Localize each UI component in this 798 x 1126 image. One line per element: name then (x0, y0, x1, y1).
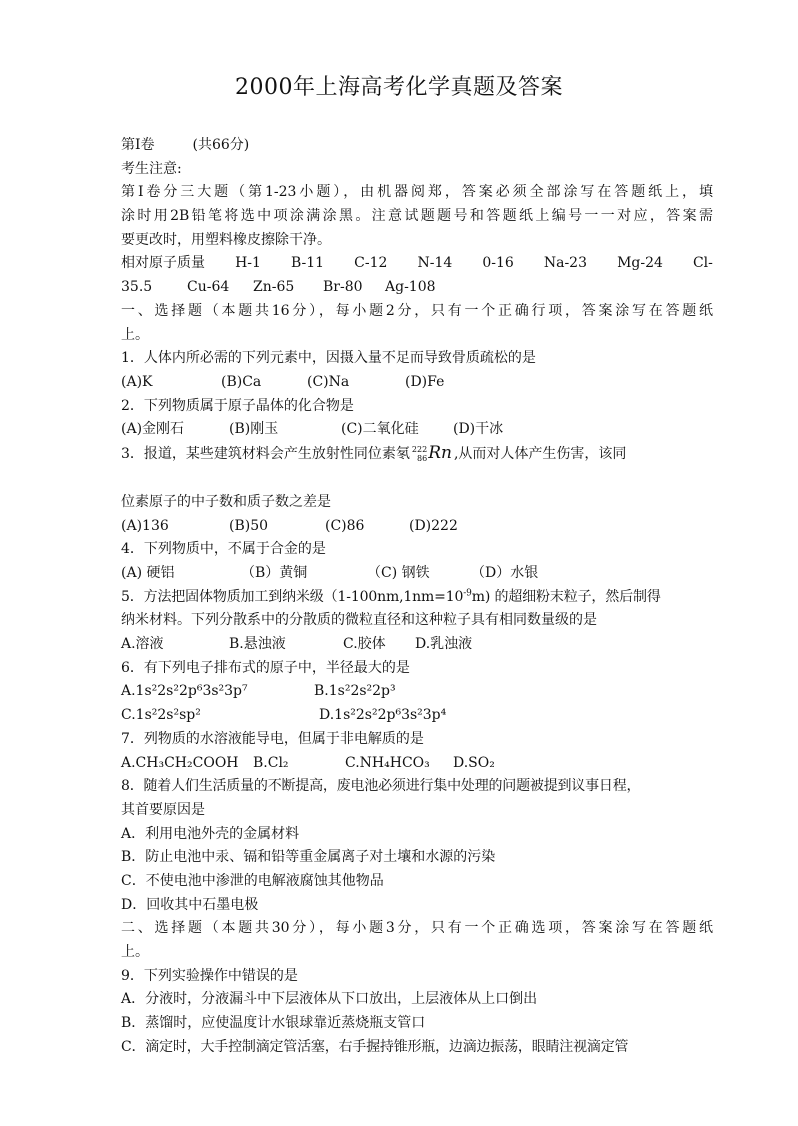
mass-n: N-14 (417, 255, 453, 272)
section-score: (共66分) (192, 137, 250, 153)
q3-stem-part-1: 3．报道，某些建筑材料会产生放射性同位素氡 (121, 445, 410, 462)
q6-option-a: A.1s²2s²2p⁶3s²3p⁷ (121, 683, 248, 700)
question-2-options (121, 418, 713, 442)
q1-option-b: (B)Ca (221, 373, 262, 390)
q1-option-a: (A)K (121, 373, 153, 390)
q1-option-c: (C)Na (307, 373, 350, 390)
q9-option-c: C．滴定时，大手控制滴定管活塞，右手握持锥形瓶，边滴边振荡，眼睛注视滴定管 (121, 1038, 629, 1055)
part-a-intro-line-2: 上。 (121, 326, 149, 343)
q3-option-d: (D)222 (409, 517, 458, 534)
q9-option-b: B．蒸馏时，应使温度计水银球靠近蒸烧瓶支管口 (121, 1015, 426, 1032)
question-8-stem-line-2: 其首要原因是 (121, 801, 205, 818)
mass-br: Br-80 (323, 279, 363, 296)
q6-option-b: B.1s²2s²2p³ (314, 683, 396, 700)
mass-ag: Ag-108 (385, 279, 436, 296)
question-6-stem: 6．有下列电子排布式的原子中，半径最大的是 (121, 659, 410, 676)
q3-option-c: (C)86 (325, 517, 365, 534)
mass-b: B-11 (290, 255, 325, 272)
section-name: 第Ⅰ卷 (121, 137, 155, 153)
radon-nuclide-symbol (412, 442, 452, 466)
question-5-stem-line-2: 纳米材料。下列分散系中的分散质的微粒直径和这种粒子具有相同数量级的是 (121, 612, 597, 629)
question-6-options-row-2 (121, 704, 713, 728)
mass-cl: Cl- (692, 255, 713, 272)
mass-o: 0-16 (482, 255, 514, 272)
part-b-intro-line-2: 上。 (121, 944, 149, 960)
section-header (121, 134, 713, 158)
notice-line-3: 要更改时，用塑料橡皮擦除干净。 (121, 231, 331, 248)
notice-line-2: 涂时用2B铅笔将选中项涂满涂黑。注意试题题号和答题纸上编号一一对应，答案需 (121, 208, 713, 225)
q2-option-a: (A)金刚石 (121, 421, 185, 438)
q8-option-a: A．利用电池外壳的金属材料 (121, 825, 300, 842)
mass-mg: Mg-24 (617, 255, 663, 272)
question-3-stem-line-1 (121, 442, 713, 472)
notice-label: 考生注意: (121, 160, 182, 177)
part-a-intro-line-1: 一、选择题（本题共16分），每小题2分，只有一个正确行项，答案涂写在答题纸 (121, 302, 713, 319)
q4-option-a: (A) 硬铝 (121, 565, 175, 581)
q7-option-d: D.SO₂ (453, 754, 495, 771)
q8-option-c: C．不使电池中渗泄的电解液腐蚀其他物品 (121, 872, 384, 889)
mass-zn: Zn-65 (253, 279, 295, 296)
q4-option-c: （C) 钢铁 (367, 565, 430, 581)
q4-option-b: （B）黄铜 (241, 565, 308, 581)
q5-option-d: D.乳浊液 (415, 636, 473, 653)
q5-exponent: -9 (463, 588, 472, 599)
nuclide-atomic-number: 86 (417, 453, 428, 463)
mass-c: C-12 (354, 255, 388, 272)
q7-option-c: C.NH₄HCO₃ (345, 754, 430, 771)
nuclide-element: Rn (428, 442, 452, 463)
q3-stem-part-2: ,从而对人体产生伤害，该同 (453, 445, 627, 462)
q2-option-b: (B)刚玉 (229, 421, 279, 438)
mass-h: H-1 (235, 255, 261, 272)
q3-option-b: (B)50 (229, 517, 269, 534)
part-b-intro-line-1: 二、选择题（本题共30分），每小题3分，只有一个正确选项，答案涂写在答题纸 (121, 920, 713, 937)
question-4-stem: 4．下列物质中，不属于合金的是 (121, 541, 326, 558)
q5-stem-part-1: 5．方法把固体物质加工到纳米级（1-100nm,1nm=10 (121, 588, 464, 605)
question-8-stem-line-1: 8．随着人们生活质量的不断提高，废电池必须进行集中处理的问题被提到议事日程， (121, 778, 641, 795)
question-1-options (121, 371, 713, 395)
document-body (121, 134, 713, 1059)
question-6-options-row-1 (121, 680, 713, 704)
atomic-masses-line-1 (121, 252, 713, 276)
question-4-options (121, 562, 713, 586)
q2-option-c: (C)二氧化硅 (341, 421, 419, 438)
q2-option-d: (D)干冰 (453, 421, 504, 438)
mass-na: Na-23 (543, 255, 587, 272)
question-3-options (121, 515, 713, 539)
question-2-stem: 2．下列物质属于原子晶体的化合物是 (121, 397, 354, 414)
question-5-options (121, 633, 713, 657)
question-5-stem-line-1 (121, 586, 713, 610)
q6-option-d: D.1s²2s²2p⁶3s²3p⁴ (319, 707, 447, 724)
atomic-masses-label: 相对原子质量 (121, 255, 205, 272)
question-7-stem: 7．列物质的水溶液能导电，但属于非电解质的是 (121, 730, 424, 747)
question-3-stem-line-2: 位素原子的中子数和质子数之差是 (121, 493, 331, 510)
question-1-stem: 1．人体内所必需的下列元素中，因摄入量不足而导致骨质疏松的是 (121, 350, 536, 367)
q8-option-d: D．回收其中石墨电极 (121, 896, 259, 913)
q9-option-a: A．分液时，分液漏斗中下层液体从下口放出，上层液体从上口倒出 (121, 991, 538, 1008)
question-7-options (121, 752, 713, 776)
document-title: 2000年上海高考化学真题及答案 (235, 75, 563, 100)
q7-option-b: B.Cl₂ (253, 754, 289, 771)
atomic-masses-line-2 (121, 276, 713, 300)
q3-option-a: (A)136 (121, 517, 169, 534)
q5-option-b: B.悬浊液 (229, 636, 286, 653)
q5-option-a: A.溶液 (121, 636, 164, 653)
question-9-stem: 9．下列实验操作中错误的是 (121, 967, 298, 984)
q5-option-c: C.胶体 (343, 636, 386, 653)
notice-line-1: 第Ⅰ卷分三大题（第1-23小题），由机器阅郑，答案必须全部涂写在答题纸上，填 (121, 184, 713, 201)
mass-cl-value: 35.5 (121, 279, 153, 296)
q6-option-c: C.1s²2s²sp² (121, 707, 201, 724)
q5-stem-part-2: m) 的超细粉末粒子，然后制得 (471, 588, 661, 605)
q7-option-a: A.CH₃CH₂COOH (121, 754, 239, 771)
mass-cu: Cu-64 (187, 279, 230, 296)
q4-option-d: （D）水银 (471, 565, 539, 581)
nuclide-mass-number: 222 (411, 444, 428, 454)
q1-option-d: (D)Fe (405, 373, 445, 390)
q8-option-b: B．防止电池中汞、镉和铅等重金属离子对土壤和水源的污染 (121, 849, 496, 866)
